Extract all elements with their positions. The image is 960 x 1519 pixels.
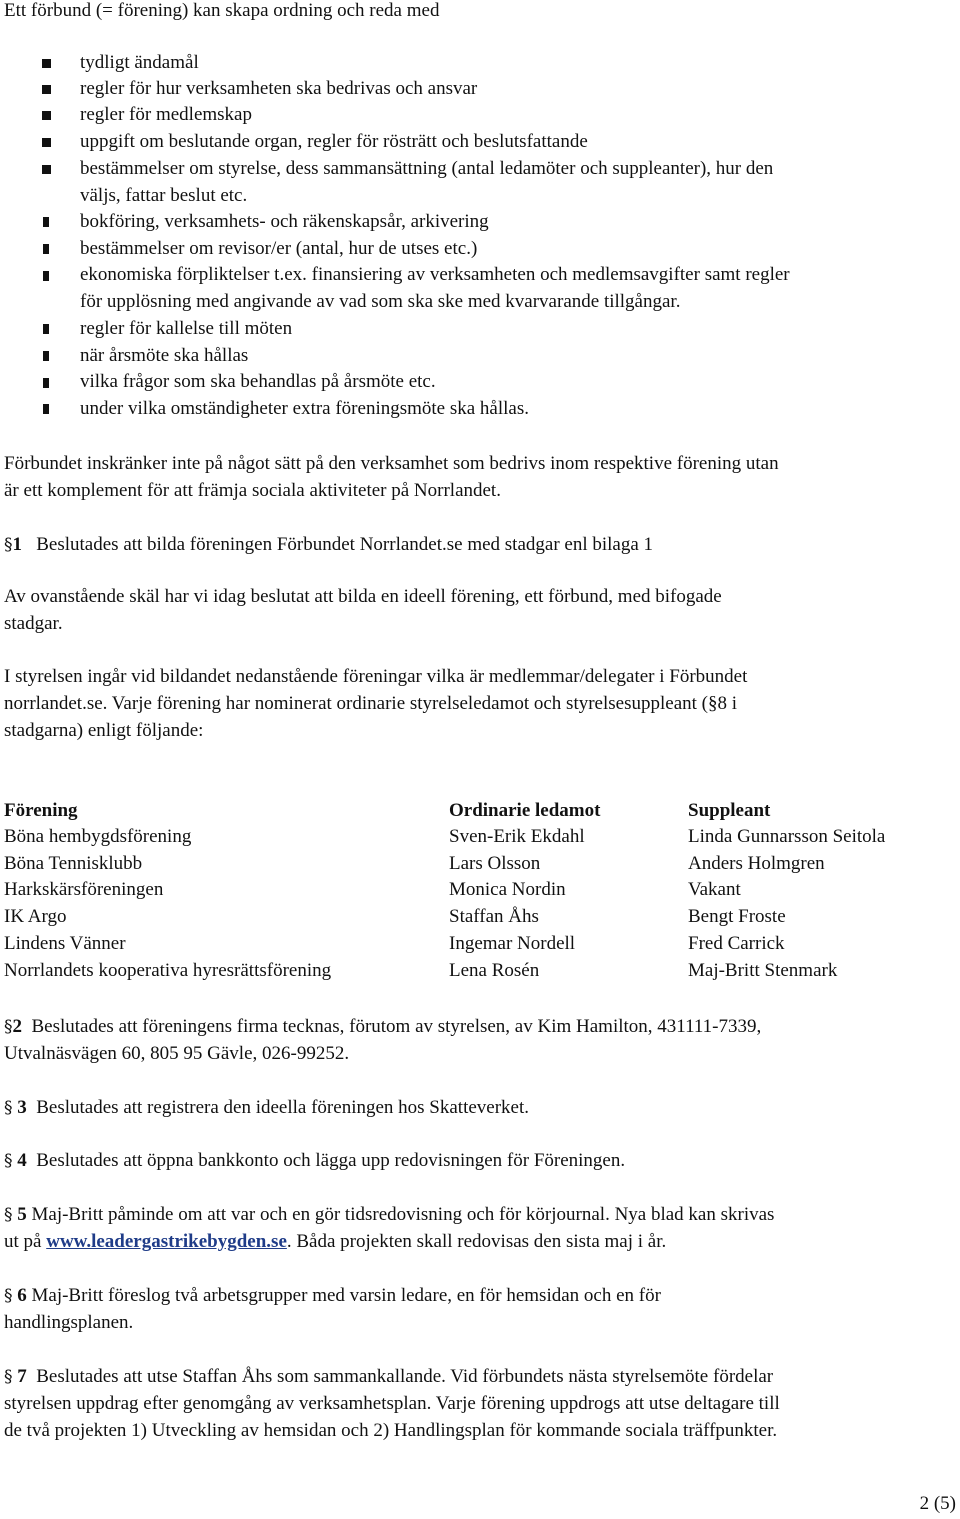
section-mark: § bbox=[4, 1286, 13, 1306]
paragraph-line: stadgar. bbox=[4, 613, 63, 634]
resolution-6 bbox=[4, 1282, 661, 1310]
resolution-text: Beslutades att föreningens firma tecknas, förutom av styrelsen, av Kim Hamilton, 431111-7339, bbox=[31, 1016, 762, 1037]
resolution-text: Maj-Britt påminde om att var och en gör tidsredovisning och för körjournal. Nya blad kan skrivas bbox=[31, 1204, 775, 1225]
section-mark: § bbox=[4, 1098, 13, 1118]
resolution-number: 1 bbox=[12, 534, 22, 555]
page-number: 2 (5) bbox=[919, 1493, 956, 1514]
table-cell: Sven-Erik Ekdahl bbox=[449, 826, 585, 847]
list-item-text: för upplösning med angivande av vad som ska ske med kvarvarande tillgångar. bbox=[80, 291, 681, 312]
resolution-text-line bbox=[4, 1228, 666, 1255]
bullet-icon bbox=[43, 271, 49, 281]
table-cell: Staffan Åhs bbox=[449, 906, 539, 927]
table-cell: Lars Olsson bbox=[449, 853, 541, 874]
resolution-3 bbox=[4, 1094, 529, 1122]
bullet-icon bbox=[42, 111, 51, 120]
resolution-text: Beslutades att utse Staffan Åhs som sammankallande. Vid förbundets nästa styrelsemöte fördelar bbox=[36, 1366, 774, 1387]
bullet-icon bbox=[43, 244, 49, 254]
resolution-number: 2 bbox=[12, 1016, 22, 1037]
list-item-text: bokföring, verksamhets- och räkenskapsår, arkivering bbox=[80, 211, 489, 232]
resolution-number: 3 bbox=[17, 1097, 27, 1118]
list-item-text: regler för kallelse till möten bbox=[80, 318, 293, 339]
resolution-2 bbox=[4, 1013, 761, 1041]
table-cell: Fred Carrick bbox=[688, 933, 785, 954]
list-item-text: uppgift om beslutande organ, regler för rösträtt och beslutsfattande bbox=[80, 131, 588, 152]
table-cell: IK Argo bbox=[4, 906, 67, 927]
list-item-text: väljs, fattar beslut etc. bbox=[80, 185, 248, 206]
resolution-text: Beslutades att öppna bankkonto och lägga upp redovisningen för Föreningen. bbox=[36, 1150, 626, 1171]
table-cell: Anders Holmgren bbox=[688, 853, 825, 874]
section-mark: § bbox=[4, 1151, 13, 1171]
resolution-text: de två projekten 1) Utveckling av hemsidan och 2) Handlingsplan för kommande sociala träffpunkter. bbox=[4, 1420, 778, 1441]
header-suppleant: Suppleant bbox=[688, 800, 771, 821]
table-cell: Maj-Britt Stenmark bbox=[688, 960, 838, 981]
resolution-text: ut på bbox=[4, 1231, 47, 1252]
table-cell: Lindens Vänner bbox=[4, 933, 126, 954]
table-cell: Lena Rosén bbox=[449, 960, 540, 981]
paragraph-line: I styrelsen ingår vid bildandet nedanstående föreningar vilka är medlemmar/delegater i Förbundet bbox=[4, 666, 748, 687]
website-link[interactable]: www.leadergastrikebygden.se bbox=[46, 1231, 287, 1252]
resolution-number: 4 bbox=[17, 1150, 27, 1171]
list-item-text: ekonomiska förpliktelser t.ex. finansiering av verksamheten och medlemsavgifter samt regler bbox=[80, 264, 790, 285]
bullet-icon bbox=[43, 217, 49, 227]
resolution-text: Maj-Britt föreslog två arbetsgrupper med varsin ledare, en för hemsidan och en för bbox=[31, 1285, 661, 1306]
bullet-icon bbox=[42, 165, 51, 174]
resolution-4 bbox=[4, 1147, 625, 1175]
bullet-icon bbox=[42, 59, 51, 68]
bullet-icon bbox=[42, 138, 51, 147]
paragraph-line: Av ovanstående skäl har vi idag beslutat att bilda en ideell förening, ett förbund, med bifogade bbox=[4, 586, 722, 607]
bullet-icon bbox=[43, 378, 49, 388]
resolution-number: 6 bbox=[17, 1285, 27, 1306]
table-cell: Bengt Froste bbox=[688, 906, 786, 927]
resolution-text: Beslutades att bilda föreningen Förbundet Norrlandet.se med stadgar enl bilaga 1 bbox=[36, 534, 654, 555]
section-mark: § bbox=[4, 1017, 13, 1037]
intro-text: Ett förbund (= förening) kan skapa ordning och reda med bbox=[4, 0, 440, 21]
list-item-text: under vilka omständigheter extra föreningsmöte ska hållas. bbox=[80, 398, 530, 419]
resolution-text: handlingsplanen. bbox=[4, 1312, 134, 1333]
header-forening: Förening bbox=[4, 800, 78, 821]
paragraph-line: stadgarna) enligt följande: bbox=[4, 720, 204, 741]
list-item-text: när årsmöte ska hållas bbox=[80, 345, 249, 366]
paragraph-line: Förbundet inskränker inte på något sätt på den verksamhet som bedrivs inom respektive förening utan bbox=[4, 453, 779, 474]
resolution-text: Utvalnäsvägen 60, 805 95 Gävle, 026-99252. bbox=[4, 1043, 350, 1064]
table-cell: Monica Nordin bbox=[449, 879, 566, 900]
table-cell: Vakant bbox=[688, 879, 741, 900]
bullet-icon bbox=[42, 85, 51, 94]
section-mark: § bbox=[4, 1367, 13, 1387]
resolution-1 bbox=[4, 531, 653, 559]
bullet-icon bbox=[43, 324, 49, 334]
table-cell: Norrlandets kooperativa hyresrättsförening bbox=[4, 960, 332, 981]
table-cell: Linda Gunnarsson Seitola bbox=[688, 826, 886, 847]
list-item-text: regler för medlemskap bbox=[80, 104, 252, 125]
resolution-text: Beslutades att registrera den ideella föreningen hos Skatteverket. bbox=[36, 1097, 530, 1118]
paragraph-line: är ett komplement för att främja sociala aktiviteter på Norrlandet. bbox=[4, 480, 501, 501]
table-cell: Ingemar Nordell bbox=[449, 933, 576, 954]
bullet-icon bbox=[43, 351, 49, 361]
paragraph-line: norrlandet.se. Varje förening har nominerat ordinarie styrelseledamot och styrelsesuppleant (§8 i bbox=[4, 693, 738, 714]
section-mark: § bbox=[4, 1205, 13, 1225]
table-cell: Böna hembygdsförening bbox=[4, 826, 192, 847]
resolution-text: . Båda projekten skall redovisas den sista maj i år. bbox=[286, 1231, 667, 1252]
bullet-icon bbox=[43, 404, 49, 414]
section-mark: § bbox=[4, 535, 13, 555]
list-item-text: bestämmelser om styrelse, dess sammansättning (antal ledamöter och suppleanter), hur den bbox=[80, 158, 774, 179]
resolution-5 bbox=[4, 1201, 774, 1229]
resolution-number: 5 bbox=[17, 1204, 27, 1225]
resolution-7 bbox=[4, 1363, 773, 1391]
list-item-text: tydligt ändamål bbox=[80, 52, 199, 73]
list-item-text: bestämmelser om revisor/er (antal, hur de utses etc.) bbox=[80, 238, 478, 259]
resolution-number: 7 bbox=[17, 1366, 27, 1387]
table-cell: Böna Tennisklubb bbox=[4, 853, 143, 874]
list-item-text: regler för hur verksamheten ska bedrivas och ansvar bbox=[80, 78, 478, 99]
table-cell: Harkskärsföreningen bbox=[4, 879, 164, 900]
list-item-text: vilka frågor som ska behandlas på årsmöte etc. bbox=[80, 371, 436, 392]
header-ordinarie: Ordinarie ledamot bbox=[449, 800, 601, 821]
resolution-text: styrelsen uppdrag efter genomgång av verksamhetsplan. Varje förening uppdrogs att utse deltagare till bbox=[4, 1393, 780, 1414]
